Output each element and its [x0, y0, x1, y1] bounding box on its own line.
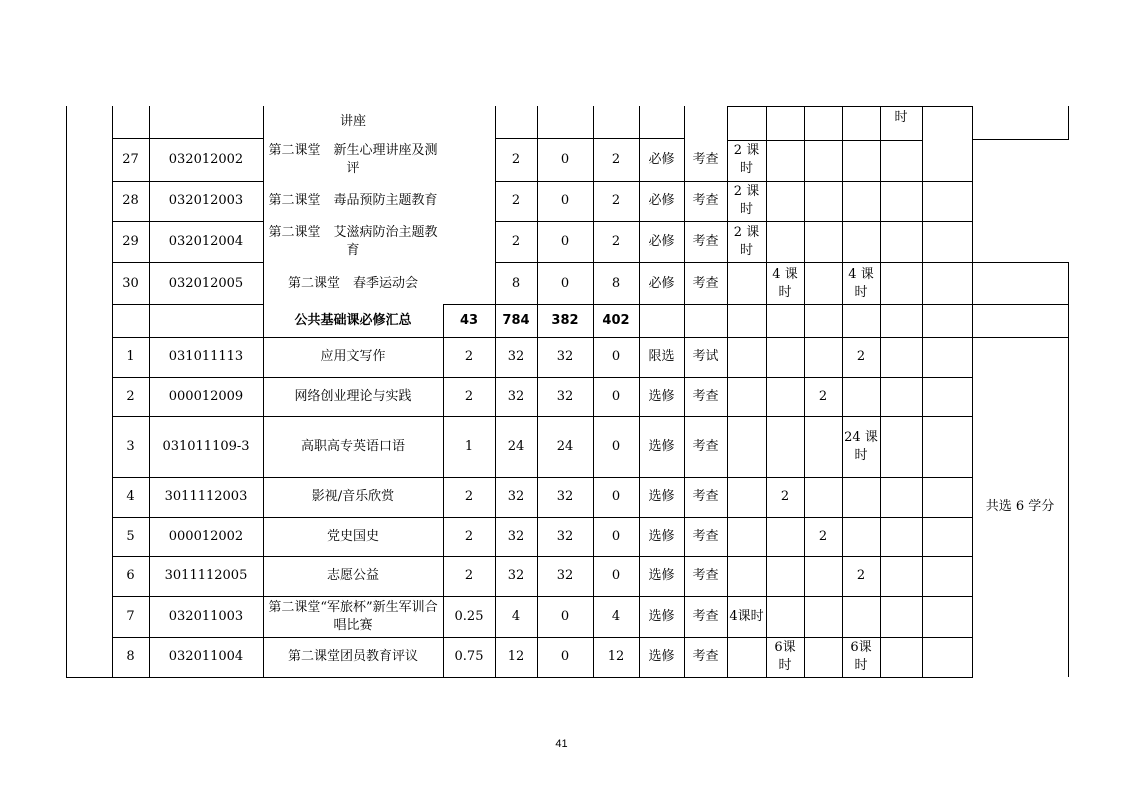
summary-label: [263, 304, 443, 337]
elective-row-5-credits: 2: [464, 528, 474, 544]
elective-row-2-credits: 2: [464, 388, 474, 404]
required-row-29-code: 032012004: [168, 234, 244, 249]
required-row-30-no: 30: [122, 275, 139, 291]
elective-row-4-type: 选修: [648, 489, 675, 504]
elective-row-6-no: 6: [126, 568, 135, 583]
required-row-30-name: 第二课堂 春季运动会: [287, 275, 418, 291]
elective-note: [972, 337, 1068, 677]
required-row-28-code: 032012003: [168, 193, 244, 208]
name-tail-text: 讲座: [339, 114, 366, 129]
elective-row-1-assess: 考试: [692, 349, 719, 364]
elective-row-5-total: 32: [507, 528, 525, 544]
elective-row-7-credits: 0.25: [454, 608, 484, 624]
elective-row-2-assess: 考查: [692, 388, 719, 404]
required-row-27-assess: 考查: [692, 151, 719, 167]
elective-row-7-s1: 4课时: [729, 608, 764, 624]
summary-practice: [593, 304, 639, 337]
elective-row-3-assess: 考查: [692, 438, 719, 454]
required-row-30-s2: 4 课时: [772, 266, 798, 300]
elective-row-5-theory: 32: [556, 528, 574, 544]
elective-row-8-theory: 0: [560, 649, 570, 664]
required-row-28-theory: 0: [560, 193, 570, 208]
required-row-30-theory: 0: [560, 275, 570, 291]
elective-row-3-code: 031011109-3: [162, 438, 250, 454]
elective-row-1-type: 限选: [648, 349, 675, 364]
elective-row-4-no: 4: [126, 489, 135, 504]
left-border: [66, 106, 67, 677]
required-row-30-code: 032012005: [168, 275, 244, 291]
elective-row-5-no: 5: [126, 528, 135, 544]
elective-row-4-name: 影视/音乐欣赏: [311, 489, 395, 504]
elective-note-text: 共选 6 学分: [985, 499, 1055, 514]
summary-label-text: 公共基础课必修汇总: [294, 312, 412, 328]
required-row-28-name: 第二课堂 毒品预防主题教育: [268, 193, 438, 208]
hour-tail-cell: [880, 106, 922, 130]
table-hline: [972, 139, 1069, 140]
elective-row-2-theory: 32: [556, 388, 574, 404]
elective-row-7-assess: 考查: [692, 608, 719, 624]
elective-row-7-code: 032011003: [168, 608, 244, 624]
elective-row-6-type: 选修: [648, 568, 675, 583]
elective-row-3-name: 高职高专英语口语: [300, 438, 405, 454]
required-row-29-name: 第二课堂 艾滋病防治主题教育: [268, 225, 438, 258]
elective-row-2-name: 网络创业理论与实践: [294, 388, 412, 404]
summary-theory-text: 382: [551, 312, 579, 328]
elective-row-3-s4: 24 课时: [844, 429, 878, 463]
bottom-border: [66, 677, 973, 678]
elective-row-1-code: 031011113: [168, 349, 244, 364]
elective-row-7-total: 4: [511, 608, 521, 624]
elective-row-7-theory: 0: [560, 608, 570, 624]
elective-row-8-type: 选修: [648, 649, 675, 664]
top-hline-schedule: [727, 106, 973, 107]
elective-row-1-no: 1: [126, 349, 135, 364]
elective-row-2-s3: 2: [818, 388, 828, 404]
required-row-29-s1: 2 课时: [733, 225, 760, 258]
elective-row-5-practice: 0: [611, 528, 621, 544]
summary-credits-text: 43: [459, 312, 479, 328]
elective-row-8-credits: 0.75: [454, 649, 484, 664]
required-row-27-name: 第二课堂 新生心理讲座及测评: [268, 142, 438, 176]
elective-row-1-practice: 0: [611, 349, 621, 364]
elective-row-2-practice: 0: [611, 388, 621, 404]
required-row-29-assess: 考查: [692, 234, 719, 249]
elective-row-8-s2: 6课时: [774, 640, 796, 673]
required-row-29-practice: 2: [611, 234, 621, 249]
elective-row-5-type: 选修: [648, 528, 675, 544]
required-row-27-s1: 2 课时: [733, 142, 760, 176]
table-vline: [766, 106, 767, 677]
required-row-30-type: 必修: [648, 275, 675, 291]
elective-row-5-code: 000012002: [168, 528, 244, 544]
right-border-top: [1068, 106, 1069, 139]
elective-row-1-theory: 32: [556, 349, 574, 364]
elective-row-5-name: 党史国史: [326, 528, 379, 544]
required-row-30-assess: 考查: [692, 275, 719, 291]
elective-row-2-no: 2: [126, 388, 135, 404]
elective-row-1-credits: 2: [464, 349, 474, 364]
elective-row-7-name: 第二课堂“军旅杯”新生军训合唱比赛: [268, 599, 438, 633]
elective-row-8-no: 8: [126, 649, 135, 664]
required-row-28-no: 28: [122, 193, 139, 208]
elective-row-8-s4: 6课时: [850, 640, 872, 673]
elective-row-2-total: 32: [507, 388, 525, 404]
elective-row-6-practice: 0: [611, 568, 621, 583]
table-vline: [880, 106, 881, 677]
elective-row-6-theory: 32: [556, 568, 574, 583]
elective-row-6-assess: 考查: [692, 568, 719, 583]
required-row-30-total: 8: [511, 275, 521, 291]
table-vline: [922, 106, 923, 677]
elective-row-3-credits: 1: [464, 438, 474, 454]
required-row-30-practice: 8: [611, 275, 621, 291]
elective-row-1-name: 应用文写作: [320, 349, 386, 364]
summary-credits: [443, 304, 495, 337]
elective-row-8-total: 12: [507, 649, 525, 664]
elective-row-6-code: 3011112005: [164, 568, 248, 583]
required-row-29-theory: 0: [560, 234, 570, 249]
required-row-28-total: 2: [511, 193, 521, 208]
elective-row-7-no: 7: [126, 608, 135, 624]
required-row-28-assess: 考查: [692, 193, 719, 208]
summary-practice-text: 402: [602, 312, 630, 328]
required-row-27-practice: 2: [611, 151, 621, 167]
elective-row-6-name: 志愿公益: [326, 568, 379, 583]
required-row-28-s1: 2 课时: [733, 184, 760, 217]
elective-row-3-total: 24: [507, 438, 525, 454]
elective-row-4-code: 3011112003: [164, 489, 248, 504]
elective-row-4-credits: 2: [464, 489, 474, 504]
page-number: 41: [555, 738, 568, 750]
required-row-27-no: 27: [122, 151, 139, 167]
summary-total-text: 784: [502, 312, 530, 328]
elective-row-1-total: 32: [507, 349, 525, 364]
elective-row-8-name: 第二课堂团员教育评议: [287, 649, 418, 664]
required-row-29-no: 29: [122, 234, 139, 249]
elective-row-4-s2: 2: [780, 489, 790, 504]
elective-row-7-practice: 4: [611, 608, 621, 624]
elective-row-1-s4: 2: [856, 349, 866, 364]
elective-row-8-assess: 考查: [692, 649, 719, 664]
right-border-bottom: [1068, 262, 1069, 677]
required-row-28-type: 必修: [648, 193, 675, 208]
required-row-29-total: 2: [511, 234, 521, 249]
elective-row-3-no: 3: [126, 438, 135, 454]
elective-row-5-assess: 考查: [692, 528, 719, 544]
elective-row-6-s4: 2: [856, 568, 866, 583]
required-row-28-practice: 2: [611, 193, 621, 208]
elective-row-3-theory: 24: [556, 438, 574, 454]
required-row-29-type: 必修: [648, 234, 675, 249]
required-row-27-type: 必修: [648, 151, 675, 167]
elective-row-8-code: 032011004: [168, 649, 244, 664]
required-row-27-theory: 0: [560, 151, 570, 167]
elective-row-7-type: 选修: [648, 608, 675, 624]
elective-row-4-practice: 0: [611, 489, 621, 504]
elective-row-2-type: 选修: [648, 388, 675, 404]
hour-tail-text: 时: [894, 110, 908, 125]
elective-row-3-type: 选修: [648, 438, 675, 454]
elective-row-2-code: 000012009: [168, 388, 244, 404]
required-row-30-s4: 4 课时: [848, 266, 874, 300]
elective-row-4-theory: 32: [556, 489, 574, 504]
summary-total: [495, 304, 537, 337]
elective-row-8-practice: 12: [607, 649, 625, 664]
elective-row-4-total: 32: [507, 489, 525, 504]
elective-row-6-total: 32: [507, 568, 525, 583]
elective-row-6-credits: 2: [464, 568, 474, 583]
required-row-27-code: 032012002: [168, 151, 244, 167]
name-tail-cell: [263, 106, 443, 138]
table-hline: [112, 304, 264, 305]
elective-row-5-s3: 2: [818, 528, 828, 544]
summary-theory: [537, 304, 593, 337]
elective-row-3-practice: 0: [611, 438, 621, 454]
required-row-27-total: 2: [511, 151, 521, 167]
elective-row-4-assess: 考查: [692, 489, 719, 504]
